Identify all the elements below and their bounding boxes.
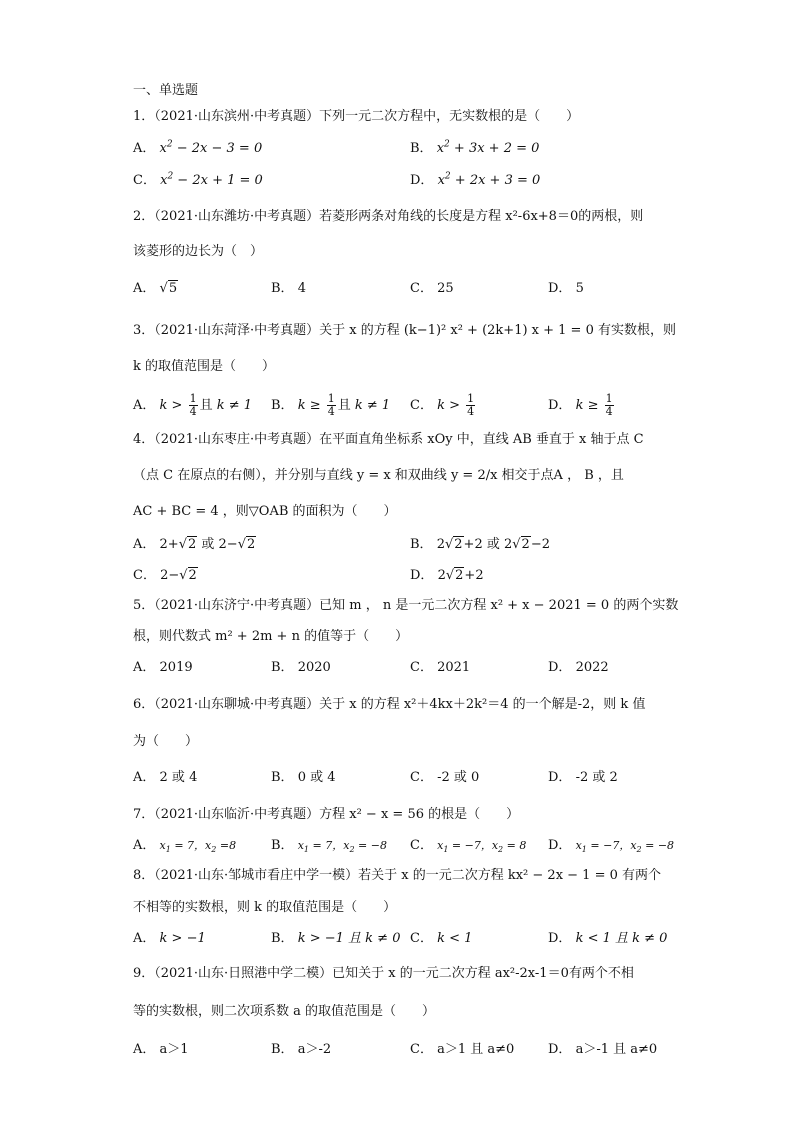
question-1-stem: 1．（2021·山东滨州·中考真题）下列一元二次方程中，无实数根的是（ ） (133, 109, 580, 124)
q6-option-c: C． -2 或 0 (410, 770, 480, 785)
q3-option-c: C． k > $\frac{1}{4}$ (410, 392, 475, 418)
q1-option-d: D． $x^2 + 2x + 3 = 0$ (410, 171, 541, 188)
question-8-stem-line1: 8．（2021·山东·邹城市看庄中学一模）若关于 x 的一元二次方程 kx² − 2x − 1 = 0 有两个 (133, 868, 662, 883)
section-title: 一、单选题 (133, 83, 199, 98)
question-8-stem-line2: 不相等的实数根，则 k 的取值范围是（ ） (133, 900, 397, 915)
q2-option-d: D． 5 (548, 281, 584, 296)
question-7-stem: 7．（2021·山东临沂·中考真题）方程 x² − x = 56 的根是（ ） (133, 807, 520, 822)
q8-option-c: C． k < 1 (410, 931, 473, 946)
q1-option-c: C． $x^2 - 2x + 1 = 0$ (133, 171, 263, 188)
q9-option-b: B． a＞-2 (271, 1042, 332, 1057)
q4-option-c: C． 2−√2 (133, 568, 197, 583)
q7-option-c: C． $x_1 = -7$，$x_2 = 8$ (410, 838, 527, 855)
q7-option-a: A． $x_1 = 7$，$x_2 =8$ (133, 838, 237, 855)
q6-option-a: A． 2 或 4 (133, 770, 198, 785)
q4-option-a: A． 2+√2 或 2−√2 (133, 537, 256, 552)
q4-option-d: D． 2√2+2 (410, 568, 484, 583)
q8-option-a: A． k > −1 (133, 931, 206, 946)
q6-option-b: B． 0 或 4 (271, 770, 336, 785)
question-4-stem-line1: 4．（2021·山东枣庄·中考真题）在平面直角坐标系 xOy 中，直线 AB 垂直于 x 轴于点 C (133, 432, 644, 447)
q2-option-a: A． √5 (133, 281, 178, 296)
q5-option-b: B． 2020 (271, 660, 331, 675)
question-9-stem-line1: 9．（2021·山东·日照港中学二模）已知关于 x 的一元二次方程 ax²-2x-1＝0有两个不相 (133, 966, 634, 981)
question-6-stem-line2: 为（ ） (133, 734, 199, 749)
question-3-stem-line1: 3．（2021·山东菏泽·中考真题）关于 x 的方程 (k−1)² x² + (2k+1) x + 1 = 0 有实数根，则 (133, 323, 676, 338)
q2-option-c: C． 25 (410, 281, 454, 296)
question-2-stem-line1: 2．（2021·山东潍坊·中考真题）若菱形两条对角线的长度是方程 x²-6x+8＝0的两根，则 (133, 209, 644, 224)
q5-option-a: A． 2019 (133, 660, 193, 675)
question-6-stem-line1: 6．（2021·山东聊城·中考真题）关于 x 的方程 x²＋4kx＋2k²＝4 的一个解是-2，则 k 值 (133, 697, 646, 712)
question-4-stem-line2: （点 C 在原点的右侧），并分别与直线 y = x 和双曲线 y = 2/x 相交于点A ， B ，且 (133, 468, 624, 483)
q5-option-d: D． 2022 (548, 660, 609, 675)
q7-option-b: B． $x_1 = 7$，$x_2 = -8$ (271, 838, 387, 855)
question-9-stem-line2: 等的实数根，则二次项系数 a 的取值范围是（ ） (133, 1004, 436, 1019)
q3-option-b: B． k ≥ $\frac{1}{4}$ 且 k ≠ 1 (271, 392, 391, 418)
q8-option-d: D． k < 1 且 k ≠ 0 (548, 931, 668, 946)
q9-option-c: C． a＞1 且 a≠0 (410, 1042, 515, 1057)
q9-option-d: D． a＞-1 且 a≠0 (548, 1042, 658, 1057)
question-5-stem-line1: 5．（2021·山东济宁·中考真题）已知 m ， n 是一元二次方程 x² + x − 2021 = 0 的两个实数 (133, 598, 679, 613)
question-4-stem-line3: AC + BC = 4 ，则▽OAB 的面积为（ ） (133, 504, 397, 519)
q5-option-c: C． 2021 (410, 660, 471, 675)
question-3-stem-line2: k 的取值范围是（ ） (133, 359, 276, 374)
q3-option-a: A． k > $\frac{1}{4}$ 且 k ≠ 1 (133, 392, 253, 418)
q1-option-a: A． $x^2 - 2x - 3 = 0$ (133, 139, 263, 156)
q8-option-b: B． k > −1 且 k ≠ 0 (271, 931, 401, 946)
q3-option-d: D． k ≥ $\frac{1}{4}$ (548, 392, 613, 418)
q1-option-b: B． $x^2 + 3x + 2 = 0$ (410, 139, 540, 156)
q6-option-d: D． -2 或 2 (548, 770, 618, 785)
question-5-stem-line2: 根，则代数式 m² + 2m + n 的值等于（ ） (133, 629, 409, 644)
q2-option-b: B． 4 (271, 281, 306, 296)
q4-option-b: B． 2√2+2 或 2√2−2 (410, 537, 550, 552)
question-2-stem-line2: 该菱形的边长为（ ） (133, 244, 264, 259)
q9-option-a: A． a＞1 (133, 1042, 189, 1057)
q7-option-d: D． $x_1 = -7$，$x_2 = -8$ (548, 838, 675, 855)
